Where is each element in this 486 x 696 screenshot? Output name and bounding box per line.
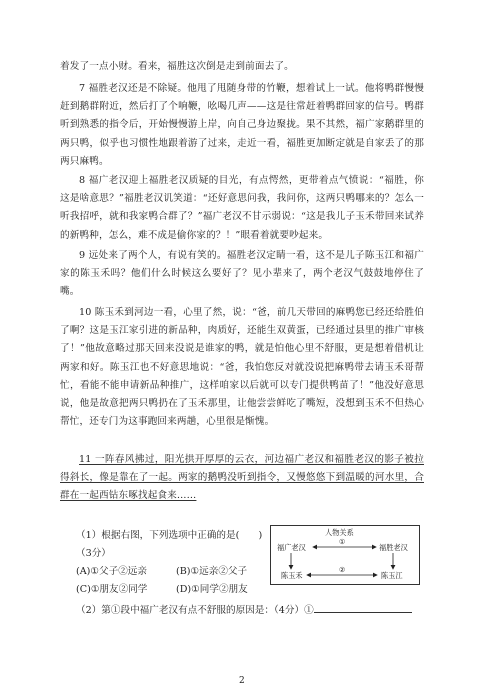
diagram-right-bottom: 陈玉江 [381,571,403,580]
paragraph-11-text: 11 一阵春风拂过，阳光拱开厚厚的云衣，河边福广老汉和福胜老汉的影子被拉得斜长，像是靠在了一起。两家的鹅鸭没听到指令，又慢悠悠下到温暖的河水里，合群在一起西钻东啄找起食来…… [60,454,424,502]
page-number: 2 [239,676,245,686]
diagram-title: 人物关系 [325,528,354,537]
paragraph-7: 7 福胜老汉还是不除疑。他甩了甩随身带的竹鞭，想着试上一试。他将鸭群慢慢赶到鹅群附近，然后打了个响鞭，吆喝几声——这是往常赶着鸭群回家的信号。鸭群听到熟悉的指令后，开始慢慢游上岸，向自己身边聚拢。果不其然，福广家鹅群里的两只鸭，似乎也习惯性地跟着游了过来，走近一看，福胜更加断定就是自家丢了的那两只麻鸭。 [60,83,424,167]
diagram-left-bottom: 陈玉禾 [281,571,303,580]
relationship-diagram [270,525,420,585]
question-2-text: （2）第①段中福广老汉有点不舒服的原因是：（4分）① [76,605,314,616]
option-a[interactable]: (A)①父子②远亲 [76,566,147,577]
diagram-marker-1: ① [339,537,346,546]
question-1-score: （3分） [76,548,111,559]
diagram-marker-2: ② [339,565,346,574]
option-b[interactable]: (B)①远亲②父子 [176,566,248,577]
answer-blank[interactable] [314,602,412,613]
diagram-left-top: 福广老汉 [277,543,306,552]
question-1: （1）根据右图，下列选项中正确的是( ) [76,530,263,541]
option-c[interactable]: (C)①朋友②同学 [76,584,148,595]
question-2 [76,602,412,618]
paragraph-11 [60,451,424,506]
paragraph-8: 8 福广老汉迎上福胜老汉质疑的目光，有点愕然，更带着点气愤说：“福胜，你这是啥意思？”福胜老汉讥笑道：“还好意思问我，我问你，这两只鸭哪来的？怎么一听我招呼，就和我家鸭合群了？”福广老汉不甘示弱说：“这是我儿子玉禾带回来试养的新鸭种，怎么，难不成是偷你家的？！”眼看着就要吵起来。 [60,175,424,241]
paragraph-9: 9 远处来了两个人，有说有笑的。福胜老汉定睛一看，这不是儿子陈玉江和福广家的陈玉禾吗？他们什么时候这么要好了？见小辈来了，两个老汉气鼓鼓地停住了嘴。 [60,250,424,298]
option-d[interactable]: (D)①同学②朋友 [176,584,248,595]
paragraph-6-end: 着发了一点小财。看来，福胜这次倒是走到前面去了。 [60,61,294,72]
paragraph-10: 10 陈玉禾到河边一看，心里了然，说：“爸，前几天带回的麻鸭您已经还给胜伯了啊？这是玉江家引进的新品种，肉质好，还能生双黄蛋，已经通过县里的推广审核了！”他故意略过那天回来没说是谁家的鸭，就是怕他心里不舒服，更是想着借机让两家和好。陈玉江也不好意思地说：“爸，我怕您反对就没说把麻鸭带去请玉禾哥帮忙，看能不能申请新品种推广，这样咱家以后就可以专门提供鸭苗了！”他没好意思说，他是故意把两只鸭扔在了玉禾那里，让他尝尝鲜吃了嘴短，没想到玉禾不但热心帮忙，还专门为这事跑回来两趟，心里很是惭愧。 [60,307,424,428]
relationship-diagram-svg [271,526,419,584]
diagram-right-top: 福胜老汉 [379,543,408,552]
